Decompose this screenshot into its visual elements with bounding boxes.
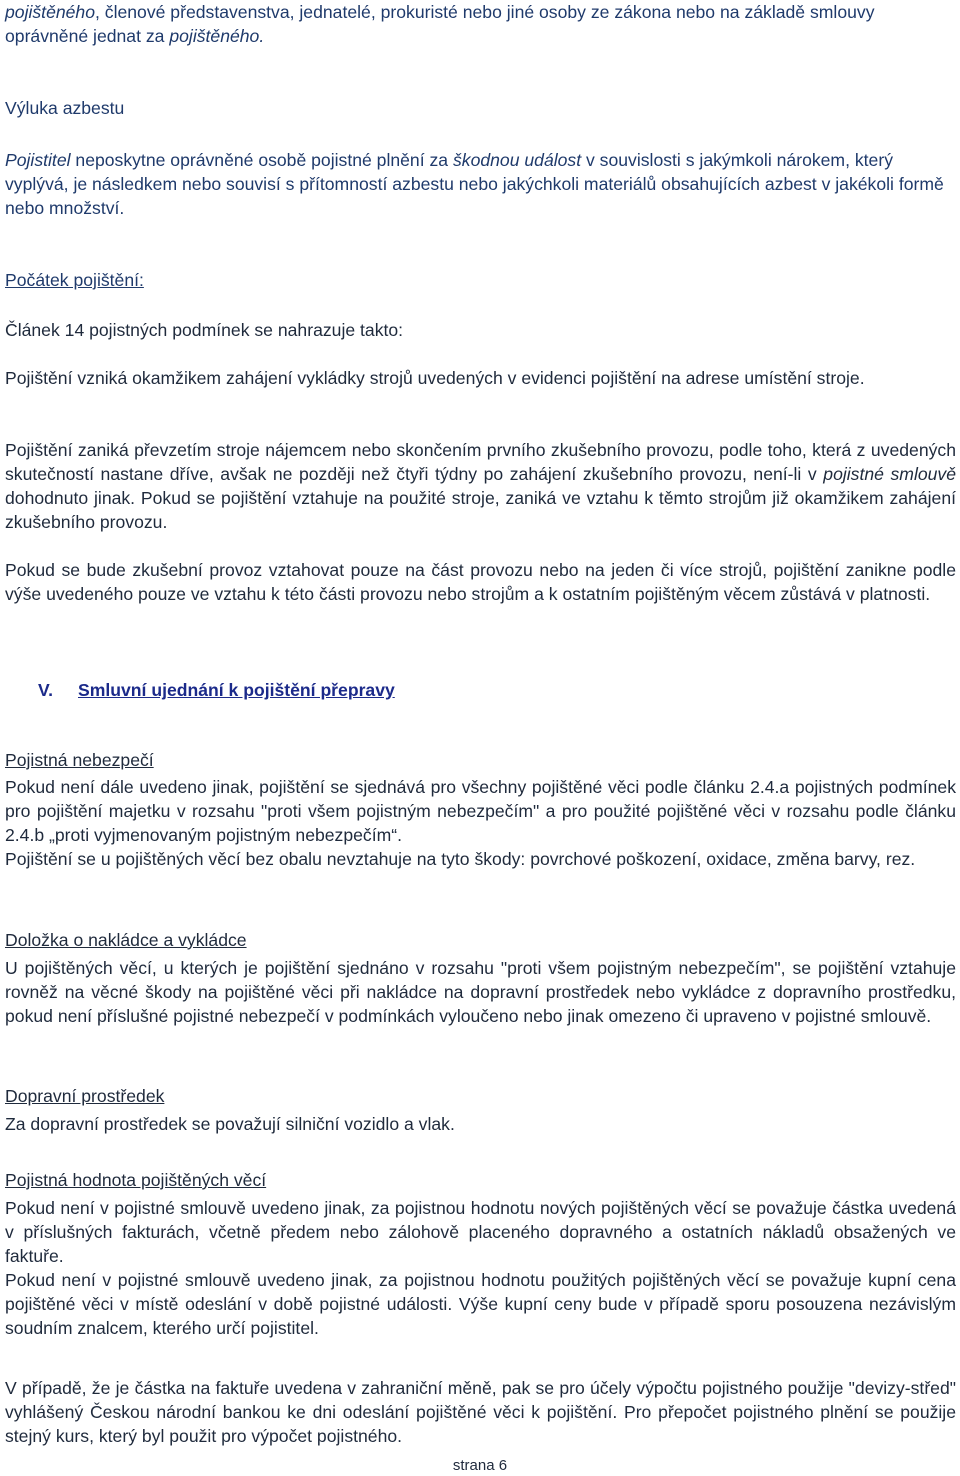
text: dohodnuto jinak. Pokud se pojištění vztahuje na použité stroje, zaniká ve vztahu k těmto strojům již okamžikem zahájení zkušebního provozu. [5,488,956,532]
term-pojistitel: Pojistitel [5,150,71,170]
heading-means-of-transport: Dopravní prostředek [5,1086,165,1106]
paragraph-insurance-begins: Pojištění vzniká okamžikem zahájení vykládky strojů uvedených v evidenci pojištění na adrese umístění stroje. [5,368,865,388]
paragraph-perils-1: Pokud není dále uvedeno jinak, pojištění se sjednává pro všechny pojištěné věci podle článku 2.4.a pojistných podmínek pro pojištění majetku v rozsahu "proti všem pojistným nebezpečím" a pro použité pojištěné věci v rozsahu podle článku 2.4.b „proti vyjmenovaným pojistným nebezpečím“. [5,777,956,845]
text: neposkytne oprávněné osobě pojistné plnění za [70,150,453,170]
paragraph-insurance-ends [5,438,956,534]
section-title: Smluvní ujednání k pojištění přepravy [78,680,395,700]
heading-insured-value: Pojistná hodnota pojištěných věcí [5,1170,267,1190]
page-number: strana 6 [452,1457,508,1474]
section-number: V. [38,680,54,700]
paragraph-means-of-transport: Za dopravní prostředek se považují silniční vozidlo a vlak. [5,1114,455,1134]
paragraph-article-14: Článek 14 pojistných podmínek se nahrazuje takto: [5,320,404,340]
paragraph-currency: V případě, že je částka na faktuře uvedena v zahraniční měně, pak se pro účely výpočtu pojistného použije "devizy-střed" vyhlášený Českou národní bankou ke dni odeslání pojištěné věci k pojištění. Pro přepočet pojistného plnění se použije stejný kurs, který byl použit pro výpočet pojistného. [5,1378,956,1446]
paragraph-asbestos [5,148,956,220]
paragraph-perils-2: Pojištění se u pojištěných věcí bez obalu nevztahuje na tyto škody: povrchové poškození, oxidace, změna barvy, rez. [5,849,916,869]
heading-insured-perils: Pojistná nebezpečí [5,750,154,770]
paragraph-value-new: Pokud není v pojistné smlouvě uvedeno jinak, za pojistnou hodnotu nových pojištěných věcí se považuje částka uvedená v příslušných fakturách, včetně předem nebo zálohově placeného dopravného a ostatních nákladů obsažených ve faktuře. [5,1198,956,1266]
term-skodna-udalost: škodnou událost [452,150,582,170]
paragraph-trial-operation: Pokud se bude zkušební provoz vztahovat pouze na část provozu nebo na jeden či více strojů, pojištění zanikne podle výše uvedeného pouze ve vztahu k této části provozu nebo strojům a k ostatním pojištěným věcem zůstává v platnosti. [5,560,956,604]
paragraph-insured-persons [5,0,956,48]
text: Pojištění zaniká převzetím stroje nájemcem nebo skončením prvního zkušebního provozu, podle toho, která z uvedených skutečností nastane dříve, avšak ne později než čtyři týdny po zahájení zkušebního provozu, není-li v [5,440,956,484]
paragraph-loading-clause: U pojištěných věcí, u kterých je pojištění sjednáno v rozsahu "proti všem pojistným nebezpečím", se pojištění vztahuje rovněž na věcné škody na pojištěné věci při nakládce na dopravní prostředek nebo vykládce z dopravního prostředku, pokud není příslušné pojistné nebezpečí v podmínkách vyloučeno nebo jinak omezeno či upraveno v pojistné smlouvě. [5,958,956,1026]
paragraph-value-used: Pokud není v pojistné smlouvě uvedeno jinak, za pojistnou hodnotu použitých pojištěných věcí se považuje kupní cena pojištěné věci v místě odeslání v době pojistné události. Výše kupní ceny bude v případě sporu posouzena nezávislým soudním znalcem, kterého určí pojistitel. [5,1270,956,1338]
heading-insurance-start: Počátek pojištění: [5,270,144,290]
text: , členové představenstva, jednatelé, prokuristé nebo jiné osoby ze zákona nebo na základě smlouvy oprávněné jednat za [5,2,875,46]
term-pojisteneho: pojištěného [5,2,95,22]
heading-loading-clause: Doložka o nakládce a vykládce [5,930,247,950]
term-pojistna-smlouva: pojistné smlouvě [823,464,956,484]
section-heading-transport [5,678,956,702]
heading-asbestos-exclusion: Výluka azbestu [5,98,125,118]
text: v souvislosti s jakýmkoli nárokem, který vyplývá, je následkem nebo souvisí s přítomností azbestu nebo jakýchkoli materiálů obsahujících azbest v jakékoli formě nebo množství. [5,150,944,218]
term-pojisteneho-2: pojištěného. [169,26,265,46]
